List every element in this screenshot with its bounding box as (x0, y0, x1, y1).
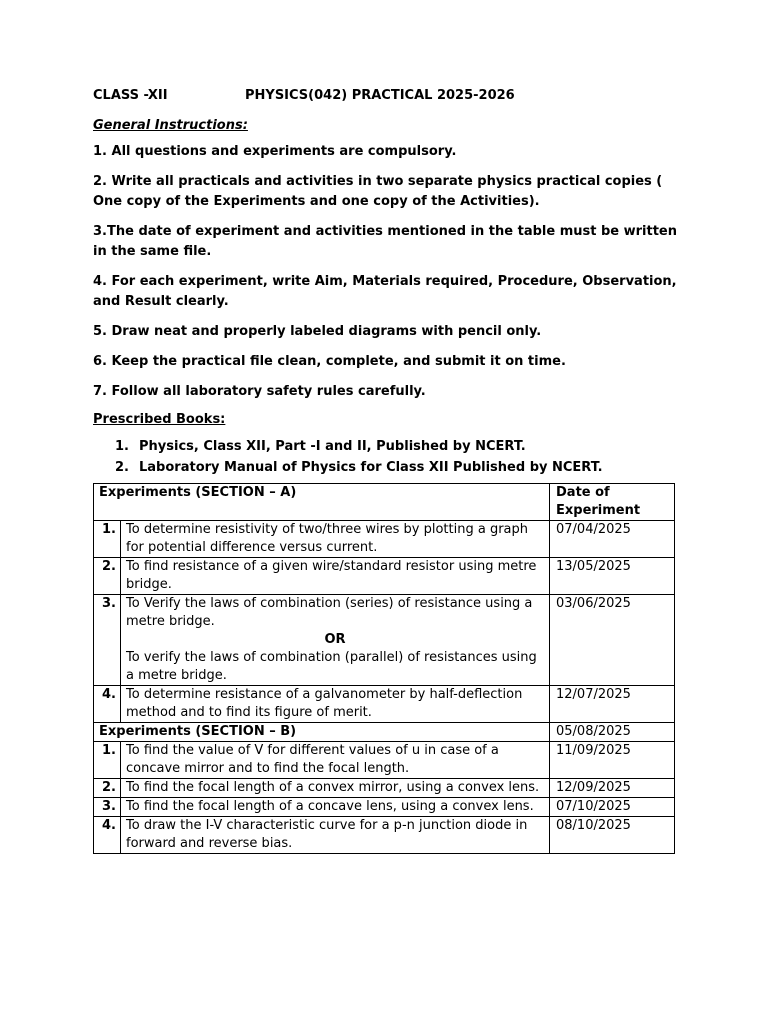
instruction-item: 7. Follow all laboratory safety rules carefully. (93, 384, 426, 399)
experiment-description: To determine resistivity of two/three wires by plotting a graph for potential difference versus current. (121, 521, 550, 558)
document-header (93, 86, 677, 106)
row-number: 1. (94, 742, 121, 779)
document-title: PHYSICS(042) PRACTICAL 2025-2026 (245, 88, 515, 103)
row-number: 2. (94, 558, 121, 595)
instruction-item: 2. Write all practicals and activities in two separate physics practical copies ( One copy of the Experiments and one copy of the Activities). (93, 174, 663, 209)
section-b-heading: Experiments (SECTION – B) (94, 723, 550, 742)
or-separator: OR (324, 632, 346, 647)
experiment-description: To find resistance of a given wire/standard resistor using metre bridge. (121, 558, 550, 595)
prescribed-books-list (93, 436, 677, 478)
instruction-item: 6. Keep the practical file clean, complete, and submit it on time. (93, 354, 566, 369)
experiment-description (121, 595, 550, 686)
table-row (94, 817, 675, 854)
instruction-item: 3.The date of experiment and activities mentioned in the table must be written in the same file. (93, 224, 678, 259)
row-number: 4. (94, 686, 121, 723)
table-row (94, 798, 675, 817)
document-page (93, 86, 677, 854)
instruction-item: 1. All questions and experiments are compulsory. (93, 144, 457, 159)
experiment-date: 12/07/2025 (550, 686, 675, 723)
table-row (94, 742, 675, 779)
prescribed-books-heading: Prescribed Books: (93, 412, 226, 427)
section-a-heading: Experiments (SECTION – A) (94, 484, 550, 521)
table-row (94, 723, 675, 742)
experiment-description: To find the focal length of a convex mirror, using a convex lens. (121, 779, 550, 798)
experiment-date: 08/10/2025 (550, 817, 675, 854)
experiment-date: 12/09/2025 (550, 779, 675, 798)
row-number: 1. (94, 521, 121, 558)
row-number: 4. (94, 817, 121, 854)
experiments-table (93, 483, 675, 854)
instruction-item: 5. Draw neat and properly labeled diagrams with pencil only. (93, 324, 542, 339)
table-row (94, 595, 675, 686)
table-row (94, 558, 675, 595)
experiment-option-parallel: To verify the laws of combination (parallel) of resistances using a metre bridge. (126, 650, 537, 683)
table-row (94, 521, 675, 558)
experiment-option-series: To Verify the laws of combination (series) of resistance using a metre bridge. (126, 596, 533, 629)
table-row (94, 484, 675, 521)
book-item: 2. Laboratory Manual of Physics for Class XII Published by NCERT. (115, 460, 603, 475)
section-b-date: 05/08/2025 (550, 723, 675, 742)
row-number: 3. (94, 798, 121, 817)
row-number: 3. (94, 595, 121, 686)
experiment-date: 13/05/2025 (550, 558, 675, 595)
table-row (94, 686, 675, 723)
experiment-date: 07/04/2025 (550, 521, 675, 558)
instruction-item: 4. For each experiment, write Aim, Materials required, Procedure, Observation, and Result clearly. (93, 274, 677, 309)
instructions-list (93, 142, 677, 402)
experiment-date: 11/09/2025 (550, 742, 675, 779)
experiment-date: 03/06/2025 (550, 595, 675, 686)
book-item: 1. Physics, Class XII, Part -I and II, Published by NCERT. (115, 439, 526, 454)
class-label: CLASS -XII (93, 88, 168, 103)
experiment-description: To find the focal length of a concave lens, using a convex lens. (121, 798, 550, 817)
experiment-description: To draw the I-V characteristic curve for a p-n junction diode in forward and reverse bias. (121, 817, 550, 854)
experiment-date: 07/10/2025 (550, 798, 675, 817)
general-instructions-heading: General Instructions: (93, 118, 248, 133)
experiment-description: To find the value of V for different values of u in case of a concave mirror and to find the focal length. (121, 742, 550, 779)
row-number: 2. (94, 779, 121, 798)
date-column-heading: Date of Experiment (550, 484, 675, 521)
table-row (94, 779, 675, 798)
experiment-description: To determine resistance of a galvanometer by half-deflection method and to find its figure of merit. (121, 686, 550, 723)
